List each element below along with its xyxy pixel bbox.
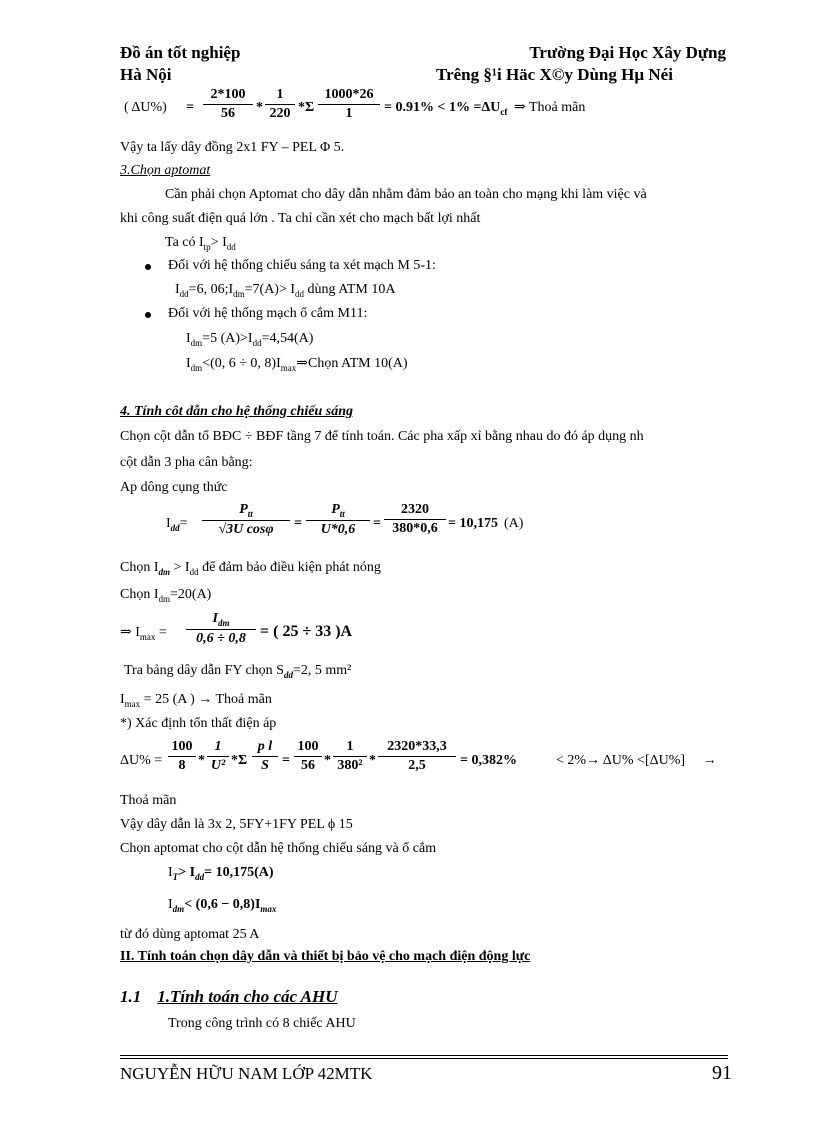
section-ii-title: II. Tính toán chọn dây dẫn và thiết bị bảo vệ cho mạch điện động lực: [120, 949, 531, 964]
para3-line1: Cần phải chọn Aptomat cho dây dẫn nhằm đảm bảo an toàn cho mạng khi làm việc và: [165, 187, 647, 202]
chon-idm-line2: Chọn $I_{dm}=20(A)$: [120, 587, 212, 604]
formula1-frac3: $\frac{1000*26}{1}$: [318, 87, 380, 122]
section-4-title: 4. Tính côt dẫn cho hệ thống chiếu sáng: [120, 404, 353, 419]
tra-bang-line: Tra bảng dây dẫn FY chọn $S_{dd}=2$, 5 mm²: [124, 663, 352, 680]
formula1-conclusion: ⇒ Thoả mãn: [514, 100, 586, 115]
chon-idm-line1: Chọn $I_{dm} > I_{dd}$ để đảm bảo điều kiện phát nóng: [120, 560, 381, 577]
formula4-result: = 0,382%: [460, 753, 517, 768]
section-3-title: 3.Chọn aptomat: [120, 163, 211, 178]
section-1-1-heading: 1.1 1.Tính toán cho các AHU: [120, 987, 338, 1006]
thoa-man-line: Thoả mãn: [120, 793, 177, 808]
formula2-unit: (A): [504, 516, 524, 531]
bullet2-detail-2: $I_{dm}<(0$, 6 ÷ 0, $8)I_{max}\Rightarrow Chọn$ ATM 10(A): [186, 356, 408, 373]
tu-do-line: từ đó dùng aptomat 25 A: [120, 927, 260, 942]
bullet-dot-1: [145, 264, 151, 270]
formula3-lhs: ⇒ $I_{max}$ =: [120, 625, 167, 642]
imax-line: $I_{max} = 25$ (A ) → Thoả mãn: [120, 692, 272, 709]
formula1-result: = $0.91\% < 1\% =\Delta U_{cf}$: [384, 100, 508, 117]
formula4-frac1: $\frac{100}{8}$: [168, 739, 196, 774]
bullet2-detail-1: $I_{dm}=5$ $(A)>I_{dd}=4,54(A)$: [186, 331, 314, 348]
formula2-lhs: $I_{dd}=$: [166, 516, 188, 533]
header-city: Hà Nội: [120, 65, 172, 84]
footer-rule-top: [120, 1055, 728, 1056]
formula1-frac1: $\frac{2*100}{56}$: [203, 87, 253, 122]
inequality-2: $I_{dm}< (0,6 - 0,8)I_{max}$: [168, 897, 277, 914]
formula2-frac1: $P_{tt}$ √3U cosφ: [202, 502, 290, 538]
footer-rule-bottom: [120, 1058, 728, 1059]
formula4-frac2: $\frac{1}{\text{U²}}$: [207, 739, 229, 774]
chon-apto-cot-line: Chọn aptomat cho cột dẫn hệ thống chiếu sáng và ổ cắm: [120, 841, 437, 856]
header-project-title: Đồ án tốt nghiệp: [120, 43, 241, 62]
formula1-lhs: ( ΔU%): [124, 100, 167, 115]
para4-line2: cột dẫn 3 pha cân bằng:: [120, 455, 253, 470]
bullet-dot-2: [145, 312, 151, 318]
formula4-frac5: $\frac{1}{\text{380²}}$: [333, 739, 367, 774]
formula3-frac: $I_{dm}$ 0,6 ÷ 0,8: [186, 611, 256, 647]
inequality-1: $I_T> I_{dd}= 10,175(A)$: [168, 865, 274, 882]
formula2-frac2: $P_{tt}$ U*0,6: [306, 502, 370, 538]
header-university-legacy: Trêng §¹i Häc X©y Dùng Hµ Néi: [436, 65, 673, 84]
page-number: 91: [712, 1062, 732, 1084]
ta-co-line: Ta có $I_{tp}> I_{dd}$: [165, 235, 236, 252]
header-university: Trường Đại Học Xây Dựng: [529, 43, 726, 62]
formula4-frac4: $\frac{100}{56}$: [294, 739, 322, 774]
bullet2-text: Đối với hệ thống mạch ổ cắm M11:: [168, 306, 368, 321]
para4-line1: Chọn cột dẫn tổ BĐC ÷ BĐF tầng 7 để tính toán. Các pha xấp xỉ bằng nhau do đó áp dụng nh: [120, 429, 644, 444]
formula4-tail: < 2%→ ΔU% <[ΔU%] →: [556, 753, 717, 768]
para4-line3: Ap dông cụng thức: [120, 480, 228, 495]
para3-line2: khi công suất điện quá lớn . Ta chỉ cần xét cho mạch bất lợi nhất: [120, 211, 481, 226]
formula4-frac6: $\frac{2320*33,3}{2,5}$: [378, 739, 456, 774]
formula4-frac3: $\frac{\text{p l}}{S}$: [252, 739, 278, 774]
xac-dinh-line: *) Xác định tổn thất điện áp: [120, 716, 277, 731]
vay-day-dan-line: Vậy dây dẫn là 3x 2, 5FY+1FY PEL ϕ 15: [120, 817, 353, 832]
formula2-frac3: $\frac{2320}{380*0,6}$: [384, 502, 446, 537]
formula1-frac2: $\frac{1}{220}$: [265, 87, 295, 122]
footer-author: NGUYỄN HỮU NAM LỚP 42MTK: [120, 1064, 373, 1083]
para-ahu: Trong công trình có 8 chiếc AHU: [168, 1016, 356, 1031]
formula3-result: = ( 25 ÷ 33 )A: [260, 623, 353, 640]
formula4-lhs: ΔU% =: [120, 753, 163, 768]
bullet1-text: Đối với hệ thống chiếu sáng ta xét mạch M 5-1:: [168, 258, 436, 273]
text-day-dong: Vậy ta lấy dây đồng 2x1 FY – PEL Φ 5.: [120, 140, 345, 155]
formula2-result: = 10,175: [448, 516, 498, 531]
bullet1-detail: $I_{dd}=6$, $06;I_{dm}=7(A)> I_{dd}$ dùng ATM 10A: [175, 282, 396, 299]
